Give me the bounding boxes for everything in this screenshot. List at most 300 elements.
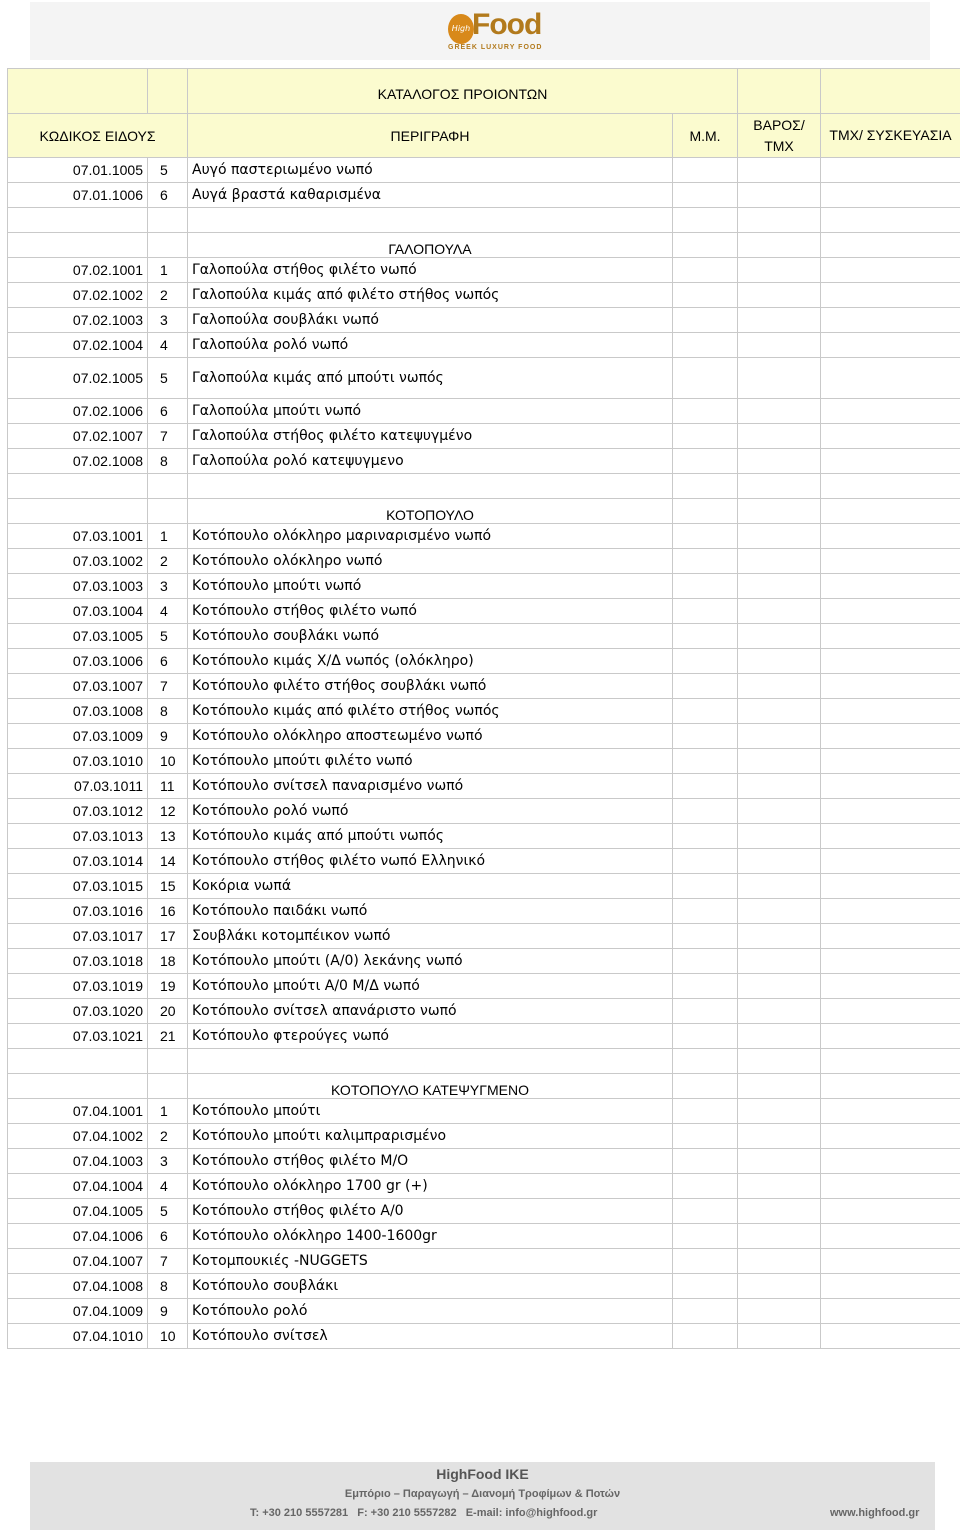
footer-email[interactable]: E-mail: info@highfood.gr <box>465 1507 598 1519</box>
table-row <box>8 749 960 774</box>
table-row <box>8 424 960 449</box>
pack-cell <box>821 999 960 1024</box>
product-number: 19 <box>148 974 188 999</box>
unit-cell <box>673 699 738 724</box>
weight-cell <box>738 1174 821 1199</box>
pack-cell <box>821 358 960 399</box>
pack-cell <box>821 824 960 849</box>
product-number: 5 <box>148 358 188 399</box>
product-number: 1 <box>148 1099 188 1124</box>
product-number: 20 <box>148 999 188 1024</box>
table-row <box>8 899 960 924</box>
weight-cell <box>738 649 821 674</box>
empty-cell <box>673 233 738 258</box>
product-number: 8 <box>148 449 188 474</box>
weight-cell <box>738 1149 821 1174</box>
empty-cell <box>821 499 960 524</box>
weight-cell <box>738 949 821 974</box>
product-number: 4 <box>148 599 188 624</box>
unit-cell <box>673 308 738 333</box>
table-row <box>8 849 960 874</box>
table-row <box>8 183 960 208</box>
weight-cell <box>738 849 821 874</box>
product-number: 1 <box>148 258 188 283</box>
product-description: Κοτόπουλο μπούτι Α/0 Μ/Δ νωπό <box>188 974 673 999</box>
header-code: ΚΩΔΙΚΟΣ ΕΙΔΟΥΣ <box>8 114 188 158</box>
weight-cell <box>738 549 821 574</box>
empty-cell <box>8 499 148 524</box>
table-row <box>8 1299 960 1324</box>
logo-tagline: GREEK LUXURY FOOD <box>448 44 543 51</box>
pack-cell <box>821 158 960 183</box>
pack-cell <box>821 799 960 824</box>
weight-cell <box>738 449 821 474</box>
product-code: 07.03.1008 <box>8 699 148 724</box>
spacer-row <box>8 208 960 233</box>
pack-cell <box>821 258 960 283</box>
table-row <box>8 824 960 849</box>
product-number: 8 <box>148 699 188 724</box>
empty-cell <box>673 499 738 524</box>
weight-cell <box>738 283 821 308</box>
product-number: 6 <box>148 649 188 674</box>
weight-cell <box>738 158 821 183</box>
pack-cell <box>821 849 960 874</box>
table-row <box>8 574 960 599</box>
table-row <box>8 1099 960 1124</box>
pack-cell <box>821 1224 960 1249</box>
unit-cell <box>673 874 738 899</box>
pack-cell <box>821 549 960 574</box>
footer-fax: F: +30 210 5557282 <box>357 1507 457 1519</box>
pack-cell <box>821 399 960 424</box>
product-description: Γαλοπούλα κιμάς από φιλέτο στήθος νωπός <box>188 283 673 308</box>
unit-cell <box>673 1149 738 1174</box>
product-code: 07.02.1001 <box>8 258 148 283</box>
product-code: 07.04.1003 <box>8 1149 148 1174</box>
header-banner <box>30 2 930 60</box>
product-number: 8 <box>148 1274 188 1299</box>
table-row <box>8 649 960 674</box>
table-row <box>8 1024 960 1049</box>
product-description: Κοτόπουλο μπούτι καλιμπραρισμένο <box>188 1124 673 1149</box>
product-code: 07.02.1005 <box>8 358 148 399</box>
weight-cell <box>738 1299 821 1324</box>
weight-cell <box>738 1024 821 1049</box>
catalog-title: ΚΑΤΑΛΟΓΟΣ ΠΡΟΙΟΝΤΩΝ <box>188 69 738 114</box>
product-description: Κοτόπουλο κιμάς από μπούτι νωπός <box>188 824 673 849</box>
product-code: 07.03.1003 <box>8 574 148 599</box>
empty-cell <box>148 1074 188 1099</box>
unit-cell <box>673 649 738 674</box>
empty-cell <box>188 474 673 499</box>
product-description: Γαλοπούλα ρολό κατεψυγμενο <box>188 449 673 474</box>
pack-cell <box>821 1324 960 1349</box>
pack-cell <box>821 308 960 333</box>
weight-cell <box>738 1224 821 1249</box>
pack-cell <box>821 524 960 549</box>
table-row <box>8 524 960 549</box>
weight-cell <box>738 258 821 283</box>
header-pack: ΤΜΧ/ ΣΥΣΚΕΥΑΣΙΑ <box>821 114 960 158</box>
unit-cell <box>673 1274 738 1299</box>
pack-cell <box>821 774 960 799</box>
product-number: 7 <box>148 674 188 699</box>
unit-cell <box>673 333 738 358</box>
footer-activity: Εμπόριο – Παραγωγή – Διανομή Τροφίμων & Ποτών <box>344 1488 621 1500</box>
unit-cell <box>673 1299 738 1324</box>
category-row <box>8 499 960 524</box>
product-number: 5 <box>148 1199 188 1224</box>
weight-cell <box>738 1249 821 1274</box>
product-code: 07.03.1015 <box>8 874 148 899</box>
empty-cell <box>738 1049 821 1074</box>
category-row <box>8 1074 960 1099</box>
empty-cell <box>8 474 148 499</box>
product-description: Κοτόπουλο σνίτσελ παναρισμένο νωπό <box>188 774 673 799</box>
product-description: Κοτόπουλο μπούτι (Α/0) λεκάνης νωπό <box>188 949 673 974</box>
product-code: 07.03.1005 <box>8 624 148 649</box>
empty-cell <box>738 1074 821 1099</box>
product-number: 5 <box>148 158 188 183</box>
table-row <box>8 158 960 183</box>
product-number: 4 <box>148 1174 188 1199</box>
weight-cell <box>738 699 821 724</box>
pack-cell <box>821 333 960 358</box>
table-row <box>8 624 960 649</box>
product-description: Κοτόπουλο ολόκληρο νωπό <box>188 549 673 574</box>
pack-cell <box>821 624 960 649</box>
unit-cell <box>673 358 738 399</box>
product-description: Κοτόπουλο κιμάς από φιλέτο στήθος νωπός <box>188 699 673 724</box>
product-description: Κοτόπουλο ρολό νωπό <box>188 799 673 824</box>
unit-cell <box>673 424 738 449</box>
unit-cell <box>673 183 738 208</box>
product-code: 07.04.1006 <box>8 1224 148 1249</box>
product-description: Κοτόπουλο ολόκληρο αποστεωμένο νωπό <box>188 724 673 749</box>
spacer-row <box>8 474 960 499</box>
product-description: Γαλοπούλα στήθος φιλέτο κατεψυγμένο <box>188 424 673 449</box>
table-row <box>8 1149 960 1174</box>
empty-cell <box>738 208 821 233</box>
product-number: 6 <box>148 399 188 424</box>
unit-cell <box>673 1174 738 1199</box>
pack-cell <box>821 1199 960 1224</box>
table-row <box>8 874 960 899</box>
unit-cell <box>673 1124 738 1149</box>
product-number: 17 <box>148 924 188 949</box>
product-number: 4 <box>148 333 188 358</box>
table-row <box>8 1324 960 1349</box>
weight-cell <box>738 1274 821 1299</box>
product-description: Κοτόπουλο ολόκληρο 1400-1600gr <box>188 1224 673 1249</box>
table-row <box>8 1274 960 1299</box>
product-code: 07.03.1014 <box>8 849 148 874</box>
product-description: Κοτόπουλο μπούτι νωπό <box>188 574 673 599</box>
product-number: 6 <box>148 1224 188 1249</box>
product-number: 3 <box>148 308 188 333</box>
empty-cell <box>148 474 188 499</box>
product-description: Κοτόπουλο φιλέτο στήθος σουβλάκι νωπό <box>188 674 673 699</box>
pack-cell <box>821 574 960 599</box>
product-number: 7 <box>148 424 188 449</box>
product-code: 07.03.1018 <box>8 949 148 974</box>
product-description: Γαλοπούλα ρολό νωπό <box>188 333 673 358</box>
product-number: 5 <box>148 624 188 649</box>
pack-cell <box>821 424 960 449</box>
product-code: 07.03.1010 <box>8 749 148 774</box>
table-row <box>8 774 960 799</box>
weight-cell <box>738 924 821 949</box>
product-code: 07.02.1003 <box>8 308 148 333</box>
weight-cell <box>738 974 821 999</box>
product-number: 2 <box>148 1124 188 1149</box>
table-row <box>8 924 960 949</box>
category-title: ΓΑΛΟΠΟΥΛΑ <box>188 233 673 258</box>
product-code: 07.04.1002 <box>8 1124 148 1149</box>
footer-company: HighFood ΙΚΕ <box>436 1466 529 1482</box>
pack-cell <box>821 1099 960 1124</box>
product-code: 07.03.1019 <box>8 974 148 999</box>
product-code: 07.03.1011 <box>8 774 148 799</box>
product-number: 3 <box>148 1149 188 1174</box>
unit-cell <box>673 924 738 949</box>
header-unit: Μ.Μ. <box>673 114 738 158</box>
product-description: Γαλοπούλα σουβλάκι νωπό <box>188 308 673 333</box>
product-code: 07.03.1016 <box>8 899 148 924</box>
table-row <box>8 1249 960 1274</box>
unit-cell <box>673 849 738 874</box>
table-row <box>8 1224 960 1249</box>
pack-cell <box>821 1024 960 1049</box>
product-description: Κοκόρια νωπά <box>188 874 673 899</box>
product-description: Κοτόπουλο φτερούγες νωπό <box>188 1024 673 1049</box>
pack-cell <box>821 283 960 308</box>
product-description: Κοτόπουλο ολόκληρο 1700 gr (+) <box>188 1174 673 1199</box>
product-code: 07.04.1009 <box>8 1299 148 1324</box>
product-number: 11 <box>148 774 188 799</box>
weight-cell <box>738 333 821 358</box>
pack-cell <box>821 1249 960 1274</box>
product-code: 07.03.1017 <box>8 924 148 949</box>
empty-cell <box>8 1074 148 1099</box>
empty-cell <box>8 233 148 258</box>
table-row <box>8 258 960 283</box>
product-number: 12 <box>148 799 188 824</box>
header-description: ΠΕΡΙΓΡΑΦΗ <box>188 114 673 158</box>
unit-cell <box>673 949 738 974</box>
pack-cell <box>821 949 960 974</box>
product-code: 07.03.1013 <box>8 824 148 849</box>
unit-cell <box>673 158 738 183</box>
product-number: 6 <box>148 183 188 208</box>
product-number: 9 <box>148 1299 188 1324</box>
product-description: Κοτόπουλο σνίτσελ <box>188 1324 673 1349</box>
weight-cell <box>738 358 821 399</box>
product-code: 07.02.1007 <box>8 424 148 449</box>
pack-cell <box>821 449 960 474</box>
weight-cell <box>738 749 821 774</box>
weight-cell <box>738 874 821 899</box>
product-code: 07.03.1001 <box>8 524 148 549</box>
empty-cell <box>673 208 738 233</box>
empty-cell <box>821 1074 960 1099</box>
product-code: 07.03.1004 <box>8 599 148 624</box>
unit-cell <box>673 1199 738 1224</box>
weight-cell <box>738 999 821 1024</box>
product-description: Κοτόπουλο στήθος φιλέτο νωπό <box>188 599 673 624</box>
product-description: Γαλοπούλα στήθος φιλέτο νωπό <box>188 258 673 283</box>
weight-cell <box>738 624 821 649</box>
empty-cell <box>821 1049 960 1074</box>
product-description: Κοτόπουλο σουβλάκι <box>188 1274 673 1299</box>
product-code: 07.04.1001 <box>8 1099 148 1124</box>
product-code: 07.03.1009 <box>8 724 148 749</box>
empty-cell <box>738 233 821 258</box>
product-number: 10 <box>148 749 188 774</box>
table-row <box>8 308 960 333</box>
product-description: Κοτόπουλο ρολό <box>188 1299 673 1324</box>
empty-cell <box>188 208 673 233</box>
table-row <box>8 974 960 999</box>
table-row <box>8 949 960 974</box>
empty-cell <box>148 499 188 524</box>
empty-cell <box>188 1049 673 1074</box>
product-number: 2 <box>148 549 188 574</box>
table-row <box>8 1174 960 1199</box>
category-title: ΚΟΤΟΠΟΥΛΟ <box>188 499 673 524</box>
weight-cell <box>738 308 821 333</box>
footer-website-link[interactable]: www.highfood.gr <box>830 1507 920 1519</box>
table-row <box>8 549 960 574</box>
unit-cell <box>673 524 738 549</box>
weight-cell <box>738 1324 821 1349</box>
footer-banner <box>30 1462 935 1530</box>
product-number: 16 <box>148 899 188 924</box>
unit-cell <box>673 399 738 424</box>
pack-cell <box>821 924 960 949</box>
product-number: 21 <box>148 1024 188 1049</box>
empty-cell <box>821 208 960 233</box>
unit-cell <box>673 974 738 999</box>
unit-cell <box>673 449 738 474</box>
empty-cell <box>821 233 960 258</box>
product-number: 10 <box>148 1324 188 1349</box>
weight-cell <box>738 674 821 699</box>
product-description: Κοτόπουλο στήθος φιλέτο Μ/Ο <box>188 1149 673 1174</box>
pack-cell <box>821 1274 960 1299</box>
unit-cell <box>673 1249 738 1274</box>
empty-cell <box>673 1049 738 1074</box>
table-row <box>8 1124 960 1149</box>
product-code: 07.04.1007 <box>8 1249 148 1274</box>
table-row <box>8 283 960 308</box>
product-code: 07.04.1008 <box>8 1274 148 1299</box>
weight-cell <box>738 599 821 624</box>
product-code: 07.02.1008 <box>8 449 148 474</box>
product-description: Κοτόπουλο σνίτσελ απανάριστο νωπό <box>188 999 673 1024</box>
unit-cell <box>673 1224 738 1249</box>
empty-cell <box>673 1074 738 1099</box>
unit-cell <box>673 749 738 774</box>
table-row <box>8 799 960 824</box>
pack-cell <box>821 899 960 924</box>
pack-cell <box>821 674 960 699</box>
table-row <box>8 333 960 358</box>
unit-cell <box>673 899 738 924</box>
unit-cell <box>673 999 738 1024</box>
table-row <box>8 1199 960 1224</box>
unit-cell <box>673 283 738 308</box>
empty-cell <box>673 474 738 499</box>
unit-cell <box>673 799 738 824</box>
catalog-title-row <box>8 69 960 114</box>
footer-phone: T: +30 210 5557281 <box>250 1507 349 1519</box>
product-code: 07.01.1005 <box>8 158 148 183</box>
pack-cell <box>821 1174 960 1199</box>
product-description: Γαλοπούλα κιμάς από μπούτι νωπός <box>188 358 673 399</box>
table-row <box>8 699 960 724</box>
product-code: 07.02.1004 <box>8 333 148 358</box>
product-description: Κοτόπουλο στήθος φιλέτο νωπό Ελληνικό <box>188 849 673 874</box>
product-number: 1 <box>148 524 188 549</box>
weight-cell <box>738 183 821 208</box>
product-description: Αυγό παστεριωμένο νωπό <box>188 158 673 183</box>
product-number: 14 <box>148 849 188 874</box>
product-code: 07.03.1006 <box>8 649 148 674</box>
weight-cell <box>738 799 821 824</box>
unit-cell <box>673 258 738 283</box>
table-row <box>8 674 960 699</box>
product-code: 07.04.1004 <box>8 1174 148 1199</box>
product-description: Κοτόπουλο μπούτι <box>188 1099 673 1124</box>
pack-cell <box>821 599 960 624</box>
pack-cell <box>821 1299 960 1324</box>
unit-cell <box>673 599 738 624</box>
empty-cell <box>8 1049 148 1074</box>
unit-cell <box>673 574 738 599</box>
product-catalog-table <box>7 68 960 1349</box>
unit-cell <box>673 1024 738 1049</box>
product-description: Κοτόπουλο κιμάς Χ/Δ νωπός (ολόκληρο) <box>188 649 673 674</box>
table-row <box>8 358 960 399</box>
product-code: 07.02.1002 <box>8 283 148 308</box>
weight-cell <box>738 1099 821 1124</box>
product-description: Κοτόπουλο ολόκληρο μαριναρισμένο νωπό <box>188 524 673 549</box>
weight-cell <box>738 1199 821 1224</box>
unit-cell <box>673 674 738 699</box>
product-description: Σουβλάκι κοτομπέικον νωπό <box>188 924 673 949</box>
pack-cell <box>821 749 960 774</box>
unit-cell <box>673 724 738 749</box>
product-description: Κοτόπουλο στήθος φιλέτο Α/0 <box>188 1199 673 1224</box>
weight-cell <box>738 524 821 549</box>
weight-cell <box>738 399 821 424</box>
table-row <box>8 449 960 474</box>
pack-cell <box>821 183 960 208</box>
unit-cell <box>673 549 738 574</box>
product-code: 07.01.1006 <box>8 183 148 208</box>
column-header-row <box>8 114 960 158</box>
logo-word: Food <box>472 8 542 41</box>
product-code: 07.04.1005 <box>8 1199 148 1224</box>
unit-cell <box>673 1099 738 1124</box>
product-description: Γαλοπούλα μπούτι νωπό <box>188 399 673 424</box>
unit-cell <box>673 824 738 849</box>
product-description: Κοτόπουλο σουβλάκι νωπό <box>188 624 673 649</box>
product-code: 07.03.1021 <box>8 1024 148 1049</box>
weight-cell <box>738 1124 821 1149</box>
